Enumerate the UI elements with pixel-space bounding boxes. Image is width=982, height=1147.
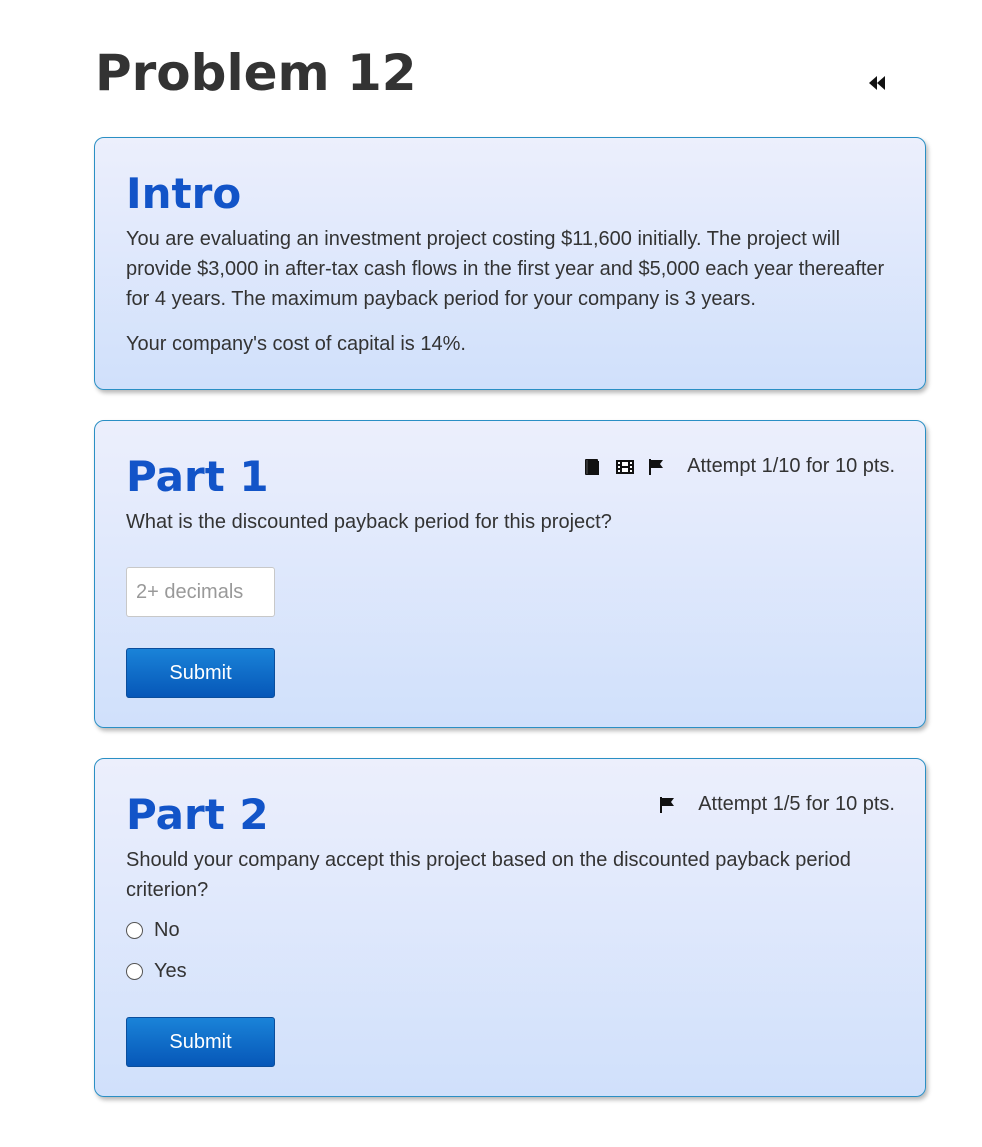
flag-icon[interactable]: [658, 794, 676, 814]
part1-card: [94, 420, 926, 728]
part1-question: What is the discounted payback period for this project?: [126, 511, 612, 533]
intro-title: Intro: [126, 169, 242, 218]
radio-option-yes[interactable]: [126, 956, 187, 986]
book-icon[interactable]: [583, 456, 601, 476]
radio-button-yes[interactable]: [126, 963, 143, 980]
film-icon[interactable]: [615, 456, 633, 476]
radio-button-no[interactable]: [126, 922, 143, 939]
part2-title: Part 2: [126, 790, 269, 839]
part1-title: Part 1: [126, 452, 269, 501]
part1-submit-button[interactable]: Submit: [126, 648, 275, 698]
intro-paragraph: You are evaluating an investment project costing $11,600 initially. The project will provide $3,000 in after-tax cash flows in the first year and $5,000 each year thereafter for 4 years. The maximum payback period for your company is 3 years.: [126, 228, 885, 310]
part2-submit-button[interactable]: Submit: [126, 1017, 275, 1067]
radio-label-yes: Yes: [154, 960, 187, 982]
part2-attempt-text: Attempt 1/5 for 10 pts.: [698, 793, 895, 815]
part2-card: [94, 758, 926, 1097]
rewind-icon[interactable]: [866, 74, 888, 92]
part1-answer-input[interactable]: [126, 567, 275, 617]
part1-toolbar: [583, 451, 895, 481]
radio-label-no: No: [154, 919, 180, 941]
cost-of-capital-text: Your company's cost of capital is 14%.: [126, 333, 466, 355]
intro-card: [94, 137, 926, 390]
part1-attempt-text: Attempt 1/10 for 10 pts.: [687, 455, 895, 477]
radio-option-no[interactable]: [126, 915, 180, 945]
page-title: Problem 12: [95, 44, 417, 102]
part2-question: Should your company accept this project based on the discounted payback period criterion?: [126, 849, 851, 901]
part2-toolbar: [658, 789, 895, 819]
flag-icon[interactable]: [647, 456, 665, 476]
